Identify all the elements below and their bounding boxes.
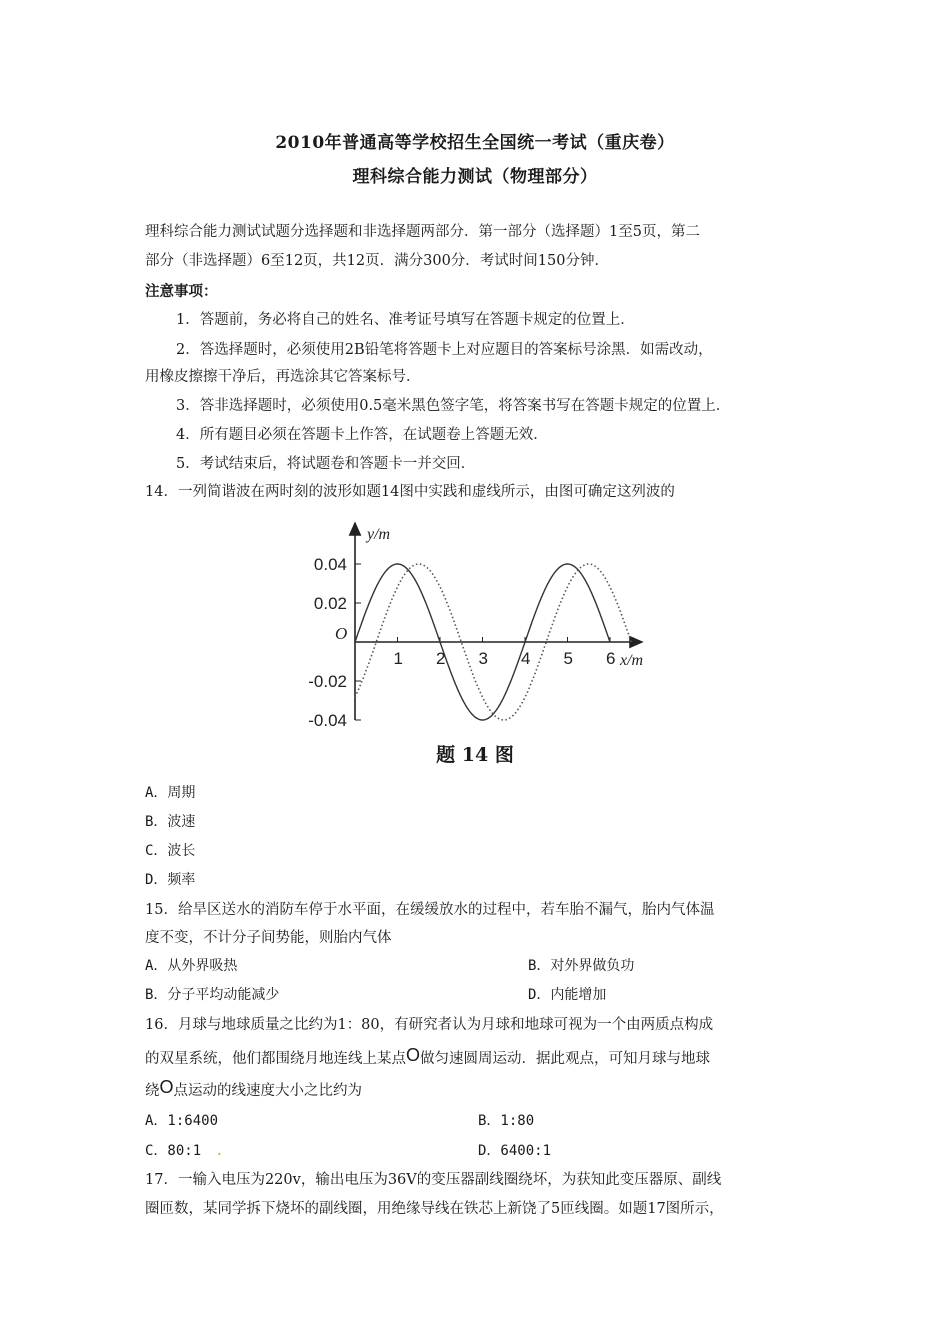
x-tick-label-2: 2	[436, 649, 446, 668]
q16-stem-2b: 做匀速圆周运动．据此观点，可知月球与地球	[420, 1051, 711, 1067]
y-tick-label: 0.04	[313, 555, 347, 574]
x-tick-label-1: 1	[393, 649, 403, 668]
q15-option-d: D．内能增加	[528, 987, 607, 1003]
note-item-2: 2．答选择题时，必须使用2B铅笔将答题卡上对应题目的答案标号涂黑．如需改动，	[176, 342, 713, 358]
q16-option-d: D．6400:1	[478, 1143, 552, 1159]
wave-chart	[292, 515, 664, 770]
q16-option-c	[145, 1140, 224, 1160]
q14-option-d: D．频率	[145, 872, 196, 888]
y-tick-label: -0.02	[308, 672, 347, 691]
x-tick-label-6: 6	[606, 649, 616, 668]
origin-label: O	[335, 624, 348, 643]
intro-line-1: 理科综合能力测试试题分选择题和非选择题两部分．第一部分（选择题）1至5页，第二	[145, 224, 700, 240]
x-tick-label-5: 5	[563, 649, 573, 668]
q15-stem-2: 度不变，不计分子间势能，则胎内气体	[145, 930, 392, 946]
note-item-1: 1．答题前，务必将自己的姓名、准考证号填写在答题卡规定的位置上．	[176, 312, 635, 328]
note-item-4: 4．所有题目必须在答题卡上作答，在试题卷上答题无效．	[176, 427, 548, 443]
q14-stem: 14．一列简谐波在两时刻的波形如题14图中实践和虚线所示，由图可确定这列波的	[145, 484, 675, 500]
q16-stem-3	[145, 1077, 362, 1100]
x-tick-label-4: 4	[521, 649, 531, 668]
intro-line-2: 部分（非选择题）6至12页，共12页．满分300分．考试时间150分钟．	[145, 253, 609, 269]
q17-stem-1: 17．一输入电压为220v，输出电压为36V的变压器副线圈绕坏，为获知此变压器原、副线	[145, 1172, 722, 1188]
x-tick-label-3: 3	[478, 649, 488, 668]
x-axis-label: x/m	[620, 652, 644, 669]
note-item-5: 5．考试结束后，将试题卷和答题卡一并交回．	[176, 456, 476, 472]
exam-title: 2010年普通高等学校招生全国统一考试（重庆卷）	[275, 133, 675, 153]
note-item-3: 3．答非选择题时，必须使用0.5毫米黑色签字笔，将答案书写在答题卡规定的位置上．	[176, 398, 731, 414]
note-item-2-cont: 用橡皮擦擦干净后，再选涂其它答案标号．	[145, 369, 421, 385]
q17-stem-2: 圈匝数，某同学拆下烧坏的副线圈，用绝缘导线在铁芯上新饶了5匝线圈。如题17图所示，	[145, 1201, 724, 1217]
q16-stem-3a: 绕	[145, 1083, 160, 1099]
q16-option-c-text: C．80:1	[145, 1143, 202, 1159]
q16-stem-2a: 的双星系统，他们都围绕月地连线上某点	[145, 1051, 406, 1067]
q16-stem-2	[145, 1045, 710, 1068]
point-o-label: O	[406, 1045, 421, 1065]
q15-option-b: B．对外界做负功	[528, 958, 635, 974]
q15-stem-1: 15．给旱区送水的消防车停于水平面，在缓缓放水的过程中，若车胎不漏气，胎内气体温	[145, 902, 715, 918]
q16-option-b: B．1:80	[478, 1113, 535, 1129]
exam-subtitle: 理科综合能力测试（物理部分）	[352, 167, 598, 187]
q15-option-a: A．从外界吸热	[145, 958, 238, 974]
q14-option-c: C．波长	[145, 843, 196, 859]
q16-option-a: A．1:6400	[145, 1113, 219, 1129]
y-axis-label: y/m	[367, 526, 391, 543]
q14-option-a: A．周期	[145, 785, 196, 801]
figure-caption: 题 14 图	[436, 744, 514, 766]
q14-option-b: B．波速	[145, 814, 196, 830]
q16-stem-3b: 点运动的线速度大小之比约为	[173, 1083, 363, 1099]
wave-figure	[292, 515, 664, 770]
q16-stem-1: 16．月球与地球质量之比约为1：80，有研究者认为月球和地球可视为一个由两质点构成	[145, 1017, 714, 1033]
q15-option-c: B．分子平均动能减少	[145, 987, 280, 1003]
y-tick-label: -0.04	[308, 711, 347, 730]
notes-heading: 注意事项：	[145, 283, 218, 300]
y-tick-label: 0.02	[313, 594, 347, 613]
point-o-label-2: O	[159, 1077, 174, 1097]
stray-mark: .	[215, 1143, 224, 1159]
